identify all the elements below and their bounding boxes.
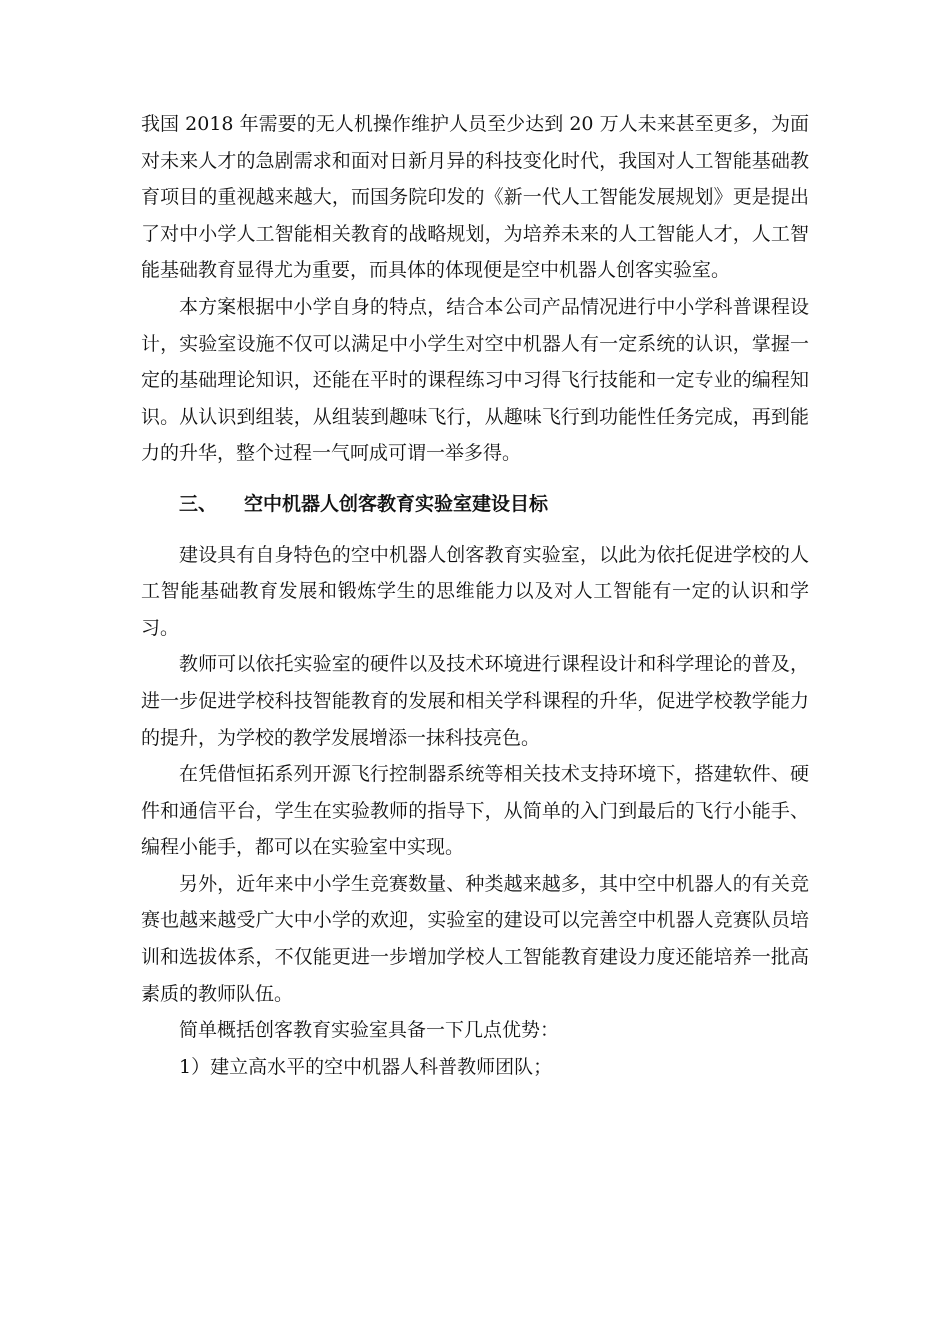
paragraph-advantages-intro: 简单概括创客教育实验室具备一下几点优势： [179,1019,560,1042]
section-title: 空中机器人创客教育实验室建设目标 [244,492,549,515]
paragraph-program-overview: 本方案根据中小学自身的特点，结合本公司产品情况进行中小学科普课程设计，实验室设施不仅可以满足中小学生对空中机器人有一定系统的认识，掌握一定的基础理论知识，还能在平时的课程练习中习得飞行技能和一定专业的编程知识。从认识到组装，从组装到趣味飞行，从趣味飞行到功能性任务完成，再到能力的升华，整个过程一气呵成可谓一举多得。 [141,295,809,465]
paragraph-teacher-support: 教师可以依托实验室的硬件以及技术环境进行课程设计和科学理论的普及，进一步促进学校科技智能教育的发展和相关学科课程的升华，促进学校教学能力的提升，为学校的教学发展增添一抹科技亮色。 [141,653,809,749]
paragraph-platform: 在凭借恒拓系列开源飞行控制器系统等相关技术支持环境下，搭建软件、硬件和通信平台，学生在实验教师的指导下，从简单的入门到最后的飞行小能手、编程小能手，都可以在实验室中实现。 [141,763,809,859]
list-item-advantage-1: 1）建立高水平的空中机器人科普教师团队； [179,1055,553,1078]
paragraph-competitions: 另外，近年来中小学生竞赛数量、种类越来越多，其中空中机器人的有关竞赛也越来越受广大中小学的欢迎，实验室的建设可以完善空中机器人竞赛队员培训和选拔体系，不仅能更进一步增加学校人工智能教育建设力度还能培养一批高素质的教师队伍。 [141,872,809,1005]
section-heading [141,486,809,523]
paragraph-talent-demand: 我国 2018 年需要的无人机操作维护人员至少达到 20 万人未来甚至更多，为面对未来人才的急剧需求和面对日新月异的科技变化时代，我国对人工智能基础教育项目的重视越来越大，而国务院印发的《新一代人工智能发展规划》更是提出了对中小学人工智能相关教育的战略规划，为培养未来的人工智能人才，人工智能基础教育显得尤为重要，而具体的体现便是空中机器人创客实验室。 [141,113,809,282]
section-number: 三、 [179,492,218,515]
document-page [141,106,809,1085]
paragraph-lab-goal: 建设具有自身特色的空中机器人创客教育实验室，以此为依托促进学校的人工智能基础教育发展和锻炼学生的思维能力以及对人工智能有一定的认识和学习。 [141,543,809,639]
